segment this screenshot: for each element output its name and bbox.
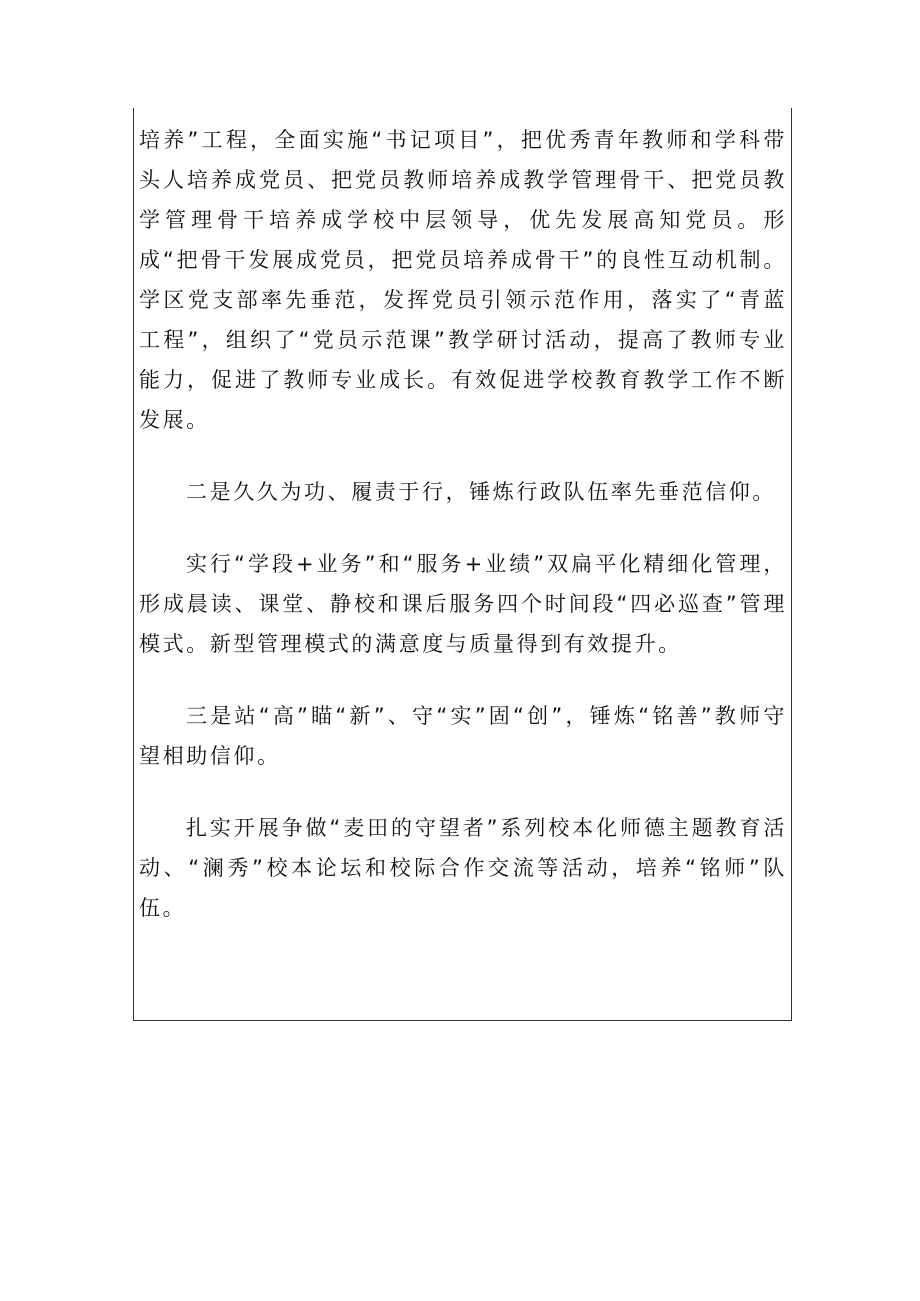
paragraph-activities: 扎实开展争做“麦田的守望者”系列校本化师德主题教育活动、“澜秀”校本论坛和校际合作交流等活动，培养“铭师”队伍。 bbox=[139, 816, 787, 920]
paragraph-continued: 培养”工程，全面实施“书记项目”，把优秀青年教师和学科带头人培养成党员、把党员教师培养成教学管理骨干、把党员教学管理骨干培养成学校中层领导，优先发展高知党员。形成“把骨干发展成党员，把党员培养成骨干”的良性互动机制。学区党支部率先垂范，发挥党员引领示范作用，落实了“青蓝工程”，组织了“党员示范课”教学研讨活动，提高了教师专业能力，促进了教师专业成长。有效促进学校教育教学工作不断发展。 bbox=[139, 128, 787, 432]
paragraph-heading-two: 二是久久为功、履责于行，锤炼行政队伍率先垂范信仰。 bbox=[186, 480, 776, 504]
text-frame bbox=[133, 108, 792, 1021]
paragraph-management: 实行“学段+业务”和“服务+业绩”双扁平化精细化管理，形成晨读、课堂、静校和课后服务四个时间段“四必巡查”管理模式。新型管理模式的满意度与质量得到有效提升。 bbox=[139, 552, 787, 656]
paragraph-heading-three: 三是站“高”瞄“新”、守“实”固“创”，锤炼“铭善”教师守望相助信仰。 bbox=[139, 704, 787, 768]
document-body bbox=[139, 120, 787, 928]
